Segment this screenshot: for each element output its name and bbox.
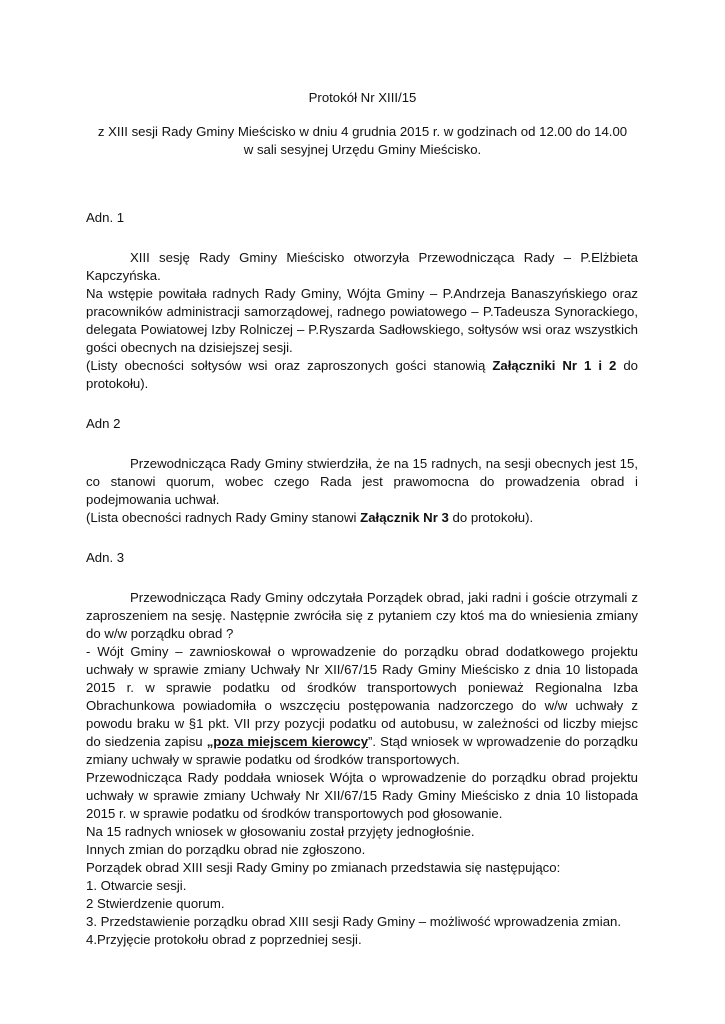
section-heading-adn1: Adn. 1 bbox=[86, 210, 125, 225]
adn3-paragraph-6: Porządek obrad XIII sesji Rady Gminy po zmianach przedstawia się następująco: bbox=[86, 860, 561, 875]
section-heading-adn2: Adn 2 bbox=[86, 416, 121, 431]
adn1-paragraph-2: Na wstępie powitała radnych Rady Gminy, Wójta Gminy – P.Andrzeja Banaszyńskiego oraz pracowników administracji samorządowej, radnego powiatowego – P.Tadeusza Synorackiego, delegata Powiatowej Izby Rolniczej – P.Ryszarda Sadłowskiego, sołtysów wsi oraz wszystkich gości obecnych na dzisiejszej sesji. bbox=[86, 286, 638, 355]
subtitle-line-1: z XIII sesji Rady Gminy Mieścisko w dniu 4 grudnia 2015 r. w godzinach od 12.00 do 14.00 bbox=[97, 124, 628, 139]
adn1-paragraph-1: XIII sesję Rady Gminy Mieścisko otworzyła Przewodnicząca Rady – P.Elżbieta Kapczyńska. bbox=[86, 250, 638, 283]
agenda-item: 1. Otwarcie sesji. bbox=[86, 878, 187, 893]
agenda-item: 3. Przedstawienie porządku obrad XIII sesji Rady Gminy – możliwość wprowadzenia zmian. bbox=[86, 914, 622, 929]
adn3-p2-tail: ”. Stąd wniosek w wprowadzenie do porządku zmiany uchwały w sprawie podatku od środków transportowych. bbox=[86, 734, 638, 767]
adn2-paragraph-1: Przewodnicząca Rady Gminy stwierdziła, że na 15 radnych, na sesji obecnych jest 15, co stanowi quorum, wobec czego Rada jest prawomocna do prowadzenia obrad i podejmowania uchwał. bbox=[86, 456, 638, 507]
adn1-p3-text: (Listy obecności sołtysów wsi oraz zaproszonych gości stanowią bbox=[86, 358, 493, 373]
agenda-item: 2 Stwierdzenie quorum. bbox=[86, 896, 225, 911]
agenda-item: 4.Przyjęcie protokołu obrad z poprzedniej sesji. bbox=[86, 932, 362, 947]
adn3-paragraph-3: Przewodnicząca Rady poddała wniosek Wójta o wprowadzenie do porządku obrad projektu uchwały w sprawie zmiany Uchwały Nr XII/67/15 Rady Gminy Mieścisko z dnia 10 listopada 2015 r. w sprawie podatku od środków transportowych pod głosowanie. bbox=[86, 770, 638, 821]
adn2-p2-tail: do protokołu). bbox=[448, 510, 534, 525]
adn3-quoted-phrase: „poza miejscem kierowcy bbox=[206, 734, 369, 749]
adn2-p2-text: (Lista obecności radnych Rady Gminy stanowi bbox=[86, 510, 361, 525]
adn3-paragraph-2 bbox=[86, 643, 638, 769]
adn2-paragraph-2 bbox=[86, 509, 638, 527]
agenda-list bbox=[86, 877, 638, 949]
adn1-paragraph-3 bbox=[86, 357, 638, 393]
document-subtitle bbox=[0, 123, 725, 159]
document-title: Protokół Nr XIII/15 bbox=[308, 90, 417, 105]
subtitle-line-2: w sali sesyjnej Urzędu Gminy Mieścisko. bbox=[243, 142, 482, 157]
section-heading-adn3: Adn. 3 bbox=[86, 550, 125, 565]
adn3-p2-text: - Wójt Gminy – zawnioskował o wprowadzenie do porządku obrad dodatkowego projektu uchwały w sprawie zmiany Uchwały Nr XII/67/15 Rady Gminy Mieścisko z dnia 10 listopada 2015 r. w sprawie podatku od środków transportowych ponieważ Regionalna Izba Obrachunkowa powiadomiła o wszczęciu postępowania nadzorczego do w/w uchwały z powodu braku w §1 pkt. VII przy pozycji podatku od autobusu, w zależności od liczby miejsc do siedzenia zapisu bbox=[86, 644, 638, 749]
adn3-paragraph-5: Innych zmian do porządku obrad nie zgłoszono. bbox=[86, 842, 366, 857]
adn3-paragraph-1: Przewodnicząca Rady Gminy odczytała Porządek obrad, jaki radni i goście otrzymali z zaproszeniem na sesję. Następnie zwróciła się z pytaniem czy ktoś ma do wniesienia zmiany do w/w porządku obrad ? bbox=[86, 590, 638, 641]
adn1-attachment-ref: Załączniki Nr 1 i 2 bbox=[492, 358, 617, 373]
document-body bbox=[86, 209, 638, 949]
adn2-attachment-ref: Załącznik Nr 3 bbox=[360, 510, 449, 525]
adn1-p3-tail: do protokołu). bbox=[86, 358, 638, 391]
adn3-paragraph-4: Na 15 radnych wniosek w głosowaniu został przyjęty jednogłośnie. bbox=[86, 824, 475, 839]
